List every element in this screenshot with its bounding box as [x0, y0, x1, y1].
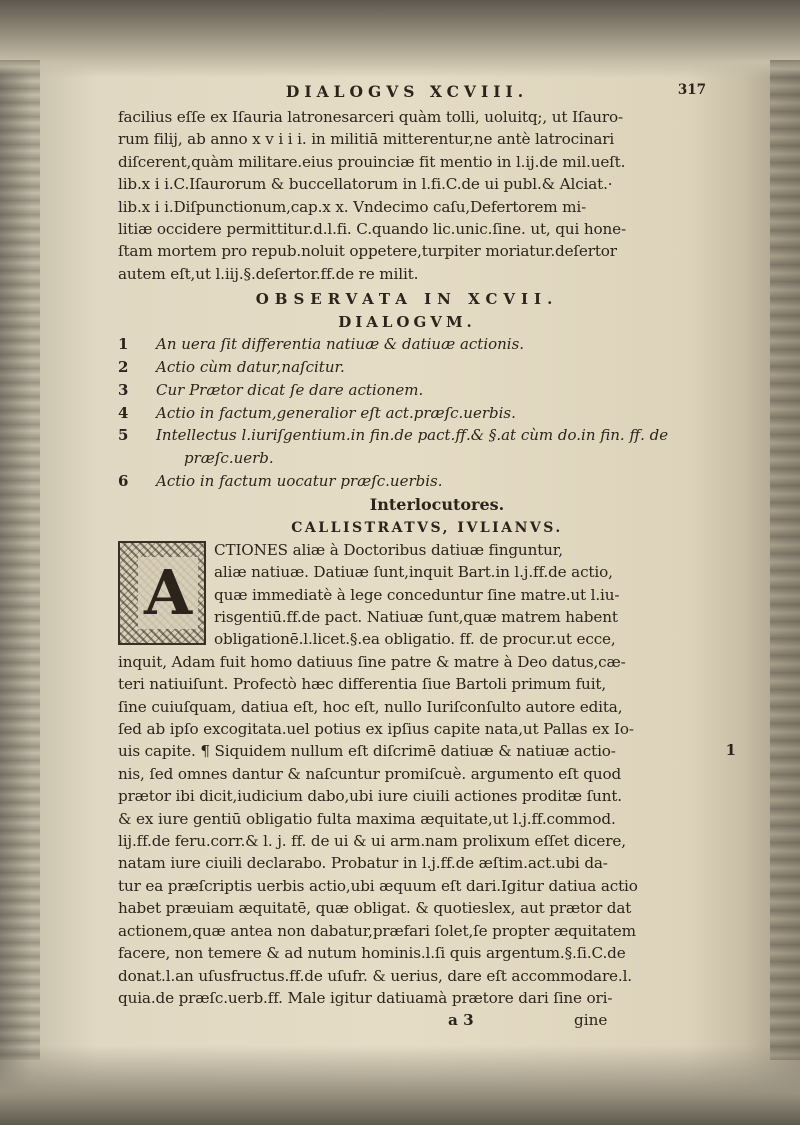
text-line: litiæ occidere permittitur.d.l.fi. C.quando lic.unic.ſine. ut, qui hone- [118, 220, 626, 239]
text-line: ſine cuiuſquam, datiua eſt, hoc eſt, nullo Iuriſconſulto autore edita, [118, 697, 623, 716]
text-line: nis, ſed omnes dantur & naſcuntur promiſcuè. argumento eſt quod [118, 764, 622, 783]
dropcap-lines [214, 539, 704, 651]
text-line: tur ea præſcriptis uerbis actio,ubi æquum eſt dari.Igitur datiua actio [118, 876, 638, 895]
section-title: OBSERVATA IN XCVII. [255, 290, 559, 309]
signature-line [118, 1009, 696, 1031]
text-line: lib.x i i.C.Iſaurorum & buccellatorum in l.fi.C.de ui publ.& Alciat.· [118, 175, 613, 194]
text-line: facilius eſſe ex Iſauria latronesarceri quàm tolli, uoluitq;, ut Iſauro- [118, 108, 623, 126]
text-line: ſed ab ipſo excogitata.uel potius ex ipſius capite nata,ut Pallas ex Io- [118, 720, 634, 739]
item-number: 2 [118, 358, 129, 377]
text-line: quæ immediatè à lege conceduntur ſine matre.ut l.iu- [214, 585, 620, 604]
interlocutors-heading: Interlocutores. [369, 494, 505, 514]
text-line: ſtam mortem pro repub.noluit oppetere,turpiter moriatur.deſertor [118, 242, 617, 261]
text-line: natam iure ciuili declarabo. Probatur in l.j.ff.de æſtim.act.ubi da- [118, 854, 608, 873]
margin-note: 1 [725, 740, 736, 759]
text-line: inquit, Adam fuit homo datiuus ſine patre & matre à Deo datus,cæ- [118, 652, 626, 671]
item-number: 3 [118, 380, 129, 399]
book-page [118, 82, 736, 1042]
main-paragraph [118, 651, 736, 1010]
dropcap-block [118, 539, 696, 651]
text-line: prætor ibi dicit,iudicium dabo,ubi iure ciuili actiones proditæ ſunt. [118, 787, 622, 806]
item-number: 4 [118, 403, 129, 422]
text-line: lij.ff.de feru.corr.& l. j. ff. de ui & ui arm.nam prolixum eſſet dicere, [118, 832, 626, 851]
observata-list [118, 333, 696, 493]
text-line: facere, non temere & ad nutum hominis.l.ſi quis argentum.§.ſi.C.de [118, 944, 626, 963]
list-item [118, 333, 696, 356]
list-item-continuation [118, 447, 696, 470]
item-text: Actio cùm datur,naſcitur. [156, 358, 345, 377]
text-line: aliæ natiuæ. Datiuæ ſunt,inquit Bart.in l.j.ff.de actio, [214, 563, 613, 582]
list-item [118, 379, 696, 402]
initial-letter: A [138, 557, 198, 629]
text-line: diſcerent,quàm militare.eius prouinciæ fit mentio in l.ij.de mil.ueſt. [118, 152, 626, 171]
text-line: habet præuiam æquitatē, quæ obligat. & quotieslex, aut prætor dat [118, 899, 632, 918]
section-subtitle: DIALOGVM. [338, 313, 476, 332]
text-line: donat.l.an uſusfructus.ff.de uſufr. & uerius, dare eſt accommodare.l. [118, 966, 632, 985]
text-line: uis capite. ¶ Siquidem nullum eſt diſcrimē datiuæ & natiuæ actio- [118, 742, 616, 761]
interlocutors-names: CALLISTRATVS, IVLIANVS. [291, 519, 563, 536]
page-number: 317 [677, 82, 706, 98]
text-line: & ex iure gentiū obligatio fulta maxima æquitate,ut l.j.ff.commod. [118, 809, 616, 828]
item-number: 5 [118, 426, 129, 445]
item-text: Cur Prætor dicat ſe dare actionem. [156, 380, 424, 399]
catchword: gine [574, 1011, 608, 1030]
list-item [118, 470, 696, 493]
decorated-initial [118, 541, 206, 645]
running-header [118, 82, 706, 104]
text-line: autem eſt,ut l.iij.§.deſertor.ff.de re milit. [118, 264, 419, 283]
text-line: risgentiū.ff.de pact. Natiuæ ſunt,quæ matrem habent [214, 608, 618, 627]
text-line: rum filij, ab anno x v i i i. in militiā mitterentur,ne antè latrocinari [118, 130, 615, 149]
signature-mark: a 3 [448, 1011, 474, 1030]
item-text: An uera ſit differentia natiuæ & datiuæ actionis. [156, 335, 525, 354]
item-text: Actio in factum uocatur præſc.uerbis. [156, 472, 443, 491]
scan-bottom-shadow [0, 1045, 800, 1125]
scan-left-edge [0, 60, 40, 1060]
text-line: actionem,quæ antea non dabatur,præfari ſolet,ſe propter æquitatem [118, 921, 636, 940]
item-text: Intellectus l.iuriſgentium.in fin.de pact.ff.& §.at cùm do.in fin. ff. de [156, 426, 669, 445]
item-text: Actio in factum,generalior eſt act.præſc.uerbis. [156, 403, 516, 422]
text-line: CTIONES aliæ à Doctoribus datiuæ finguntur, [214, 540, 563, 559]
item-text: præſc.uerb. [184, 449, 274, 468]
text-line: teri natiuiſunt. Profectò hæc differentia ſiue Bartoli primum fuit, [118, 675, 607, 694]
item-number: 6 [118, 472, 129, 491]
list-item [118, 402, 696, 425]
text-line: lib.x i i.Diſpunctionum,cap.x x. Vndecimo caſu,Defertorem mi- [118, 197, 587, 216]
scan-top-shadow [0, 0, 800, 78]
intro-paragraph [118, 106, 696, 285]
text-line: obligationē.l.licet.§.ea obligatio. ff. de procur.ut ecce, [214, 630, 616, 649]
list-item [118, 356, 696, 379]
text-line: quia.de præſc.uerb.ff. Male igitur datiuamà prætore dari ſine ori- [118, 988, 613, 1007]
item-number: 1 [118, 335, 129, 354]
scan-right-edge [770, 60, 800, 1060]
running-title: DIALOGVS XCVIII. [285, 82, 529, 101]
list-item [118, 424, 696, 447]
